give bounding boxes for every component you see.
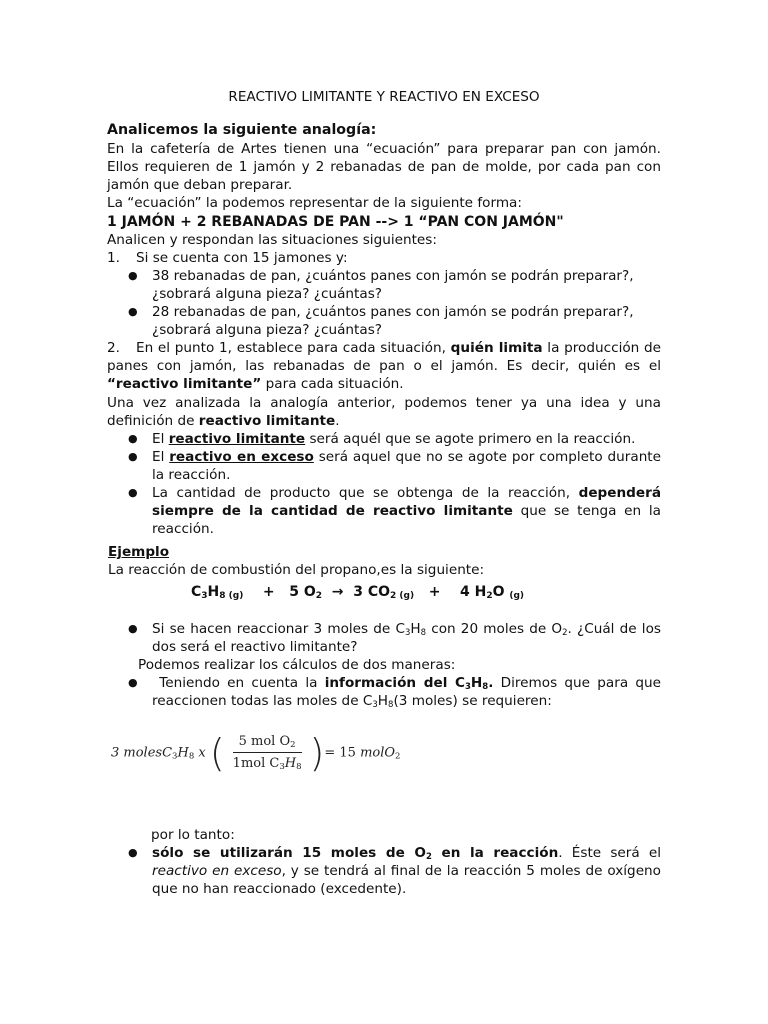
chem-text: O: [492, 584, 505, 601]
text-run: Teniendo en cuenta la: [159, 674, 325, 691]
document-body: [107, 88, 661, 710]
bullet-icon: ●: [128, 621, 138, 635]
example-heading: Ejemplo: [108, 544, 170, 561]
bold-term: [152, 845, 558, 861]
formula-sub: 2: [395, 751, 401, 762]
chem-text: H: [207, 584, 220, 601]
italic-term: reactivo en exceso: [152, 863, 282, 880]
chem-sub: 3: [201, 591, 208, 602]
bullet-icon: ●: [128, 846, 138, 860]
page-title: REACTIVO LIMITANTE Y REACTIVO EN EXCESO: [228, 89, 540, 105]
text-run: H: [377, 692, 389, 709]
item-text: Si se cuenta con 15 jamones y:: [136, 249, 348, 266]
bold-term: “reactivo limitante”: [107, 376, 262, 393]
sub-question-list: [107, 267, 661, 339]
chem-sub: 2 (g): [390, 591, 415, 602]
text-run: La cantidad de producto que se obtenga de la reacción,: [152, 484, 579, 501]
method-list: [107, 674, 661, 710]
list-item: [107, 448, 661, 484]
conclusion-list: [107, 844, 661, 898]
chem-sub: 8: [482, 681, 489, 692]
chem-sub: 2: [486, 591, 493, 602]
arrow-icon: →: [331, 584, 344, 601]
formula-text: x: [194, 745, 210, 761]
text-run: será aquel que no se agote por completo durante la reacción.: [152, 448, 661, 483]
text-run: , y se tendrá al final de la reacción 5 moles de oxígeno que no han reaccionado (excedente).: [152, 863, 661, 898]
chem-text: +: [262, 584, 275, 601]
bullet-icon: ●: [128, 305, 138, 319]
text-run: . Éste será el: [558, 845, 662, 862]
fraction-denominator: [233, 753, 302, 773]
formula-sub: 8: [188, 751, 195, 762]
text-run: El: [152, 448, 170, 465]
text-run: En el punto 1, establece para cada situación,: [136, 340, 451, 357]
fraction-numerator: [233, 733, 302, 753]
list-item: [107, 844, 661, 898]
bold-term: [325, 675, 494, 691]
left-paren: (: [209, 731, 225, 776]
numbered-item-2: [107, 339, 661, 393]
bullet-icon: ●: [128, 485, 138, 499]
formula-text: H: [177, 745, 189, 761]
analogy-heading: Analicemos la siguiente analogía:: [107, 122, 377, 139]
text-run: será aquél que se agote primero en la reacción.: [305, 430, 636, 447]
text-run: Diremos que para que reaccionen todas las moles de C: [152, 674, 661, 709]
chem-text: C: [191, 584, 202, 601]
paragraph-instructions: Analicen y respondan las situaciones siguientes:: [107, 231, 437, 248]
chem-sub: 8: [388, 699, 394, 710]
formula-sub: 3: [172, 751, 178, 762]
list-item: [107, 620, 661, 656]
text-run: la producción de panes con jamón, las rebanadas de pan o el jamón. Es decir, quién es el: [107, 340, 662, 375]
text-run: información del C: [324, 674, 465, 691]
chem-text: 3 CO: [353, 584, 391, 601]
text-run: con 20 moles de O: [426, 620, 563, 637]
question-list: [107, 620, 661, 656]
formula-text: 5 mol O: [238, 734, 291, 749]
numbered-item-1: [107, 249, 661, 267]
paragraph-equation-intro: La “ecuación” la podemos representar de la siguiente forma:: [107, 195, 522, 212]
fraction: [225, 733, 310, 773]
chem-sub: 3: [404, 627, 411, 638]
conclusion-section: [107, 826, 661, 898]
bullet-icon: ●: [128, 675, 138, 689]
chem-sub: 3: [464, 681, 471, 692]
definition-list: [107, 430, 661, 539]
bullet-icon: ●: [128, 268, 138, 282]
formula-sub: 3: [279, 762, 285, 773]
chem-sub: 2: [562, 627, 568, 638]
bullet-icon: ●: [128, 431, 138, 445]
analogy-equation: 1 JAMÓN + 2 REBANADAS DE PAN --> 1 “PAN CON JAMÓN": [107, 213, 564, 230]
chem-text: +: [428, 584, 441, 601]
text-run: H: [410, 620, 421, 637]
paragraph-cafeteria: En la cafetería de Artes tienen una “ecuación” para preparar pan con jamón. Ellos requieren de 1 jamón y 2 rebanadas de pan de molde, por cada pan con jamón que deban preparar.: [107, 141, 661, 194]
chem-text: 5 O: [289, 584, 316, 601]
example-section: [107, 543, 661, 601]
text-run: .: [488, 674, 494, 691]
list-item: [107, 267, 661, 303]
bullet-icon: ●: [128, 449, 138, 463]
bold-term: quién limita: [450, 340, 543, 357]
formula-text: C: [162, 745, 173, 761]
text-run: Si se hacen reaccionar 3 moles de C: [152, 620, 405, 637]
item-number: 1.: [107, 249, 120, 266]
chem-text: 4 H: [459, 584, 487, 601]
list-item: [107, 430, 661, 448]
text-run: en la reacción: [431, 845, 559, 862]
bold-term: reactivo en exceso: [169, 448, 314, 465]
bold-term: reactivo limitante: [168, 430, 306, 447]
formula-text: molO: [360, 745, 396, 761]
text-run: sólo se utilizarán 15 moles de O: [152, 845, 426, 862]
list-item: [107, 674, 661, 710]
chem-sub: 2: [315, 591, 322, 602]
chem-sub: 3: [372, 699, 378, 710]
chem-sub: 2: [425, 852, 432, 863]
two-ways-text: Podemos realizar los cálculos de dos maneras:: [138, 656, 456, 673]
list-item: [107, 484, 661, 538]
example-intro: La reacción de combustión del propano,es la siguiente:: [108, 562, 485, 579]
text-run: (3 moles) se requieren:: [393, 692, 552, 709]
sub-question-28: 28 rebanadas de pan, ¿cuántos panes con jamón se podrán preparar?, ¿sobrará alguna pieza? ¿cuántas?: [152, 304, 634, 339]
formula-sub: 8: [296, 762, 302, 773]
formula-text: 1mol C: [232, 756, 280, 772]
bold-term: reactivo limitante: [198, 412, 336, 429]
text-run: H: [470, 674, 483, 691]
bold-term: dependerá siempre de la cantidad de reactivo limitante: [152, 484, 661, 520]
formula-text: = 15: [324, 745, 361, 761]
formula-text: 3 moles: [111, 745, 163, 761]
text-run: . ¿Cuál de los dos será el reactivo limitante?: [152, 620, 661, 655]
formula-sub: 2: [290, 740, 296, 750]
text-run: El: [152, 430, 169, 447]
chem-sub: 8 (g): [219, 591, 244, 602]
text-run: .: [335, 412, 340, 429]
therefore-text: por lo tanto:: [151, 827, 235, 843]
sub-question-38: 38 rebanadas de pan, ¿cuántos panes con jamón se podrán preparar?, ¿sobrará alguna pieza? ¿cuántas?: [152, 267, 634, 302]
chem-sub: (g): [509, 591, 525, 602]
text-run: para cada situación.: [261, 376, 404, 393]
item-number: 2.: [107, 340, 120, 357]
text-run: Una vez analizada la analogía anterior, podemos tener ya una idea y una definición de: [107, 394, 661, 429]
list-item: [107, 303, 661, 339]
formula-text: H: [284, 756, 297, 772]
text-run: que se tenga en la reacción.: [152, 503, 661, 538]
chemical-equation: [191, 583, 661, 601]
chem-sub: 8: [420, 627, 427, 638]
paragraph-definition-intro: [107, 394, 661, 430]
stoichiometry-formula: [111, 731, 401, 776]
right-paren: ): [309, 731, 325, 776]
